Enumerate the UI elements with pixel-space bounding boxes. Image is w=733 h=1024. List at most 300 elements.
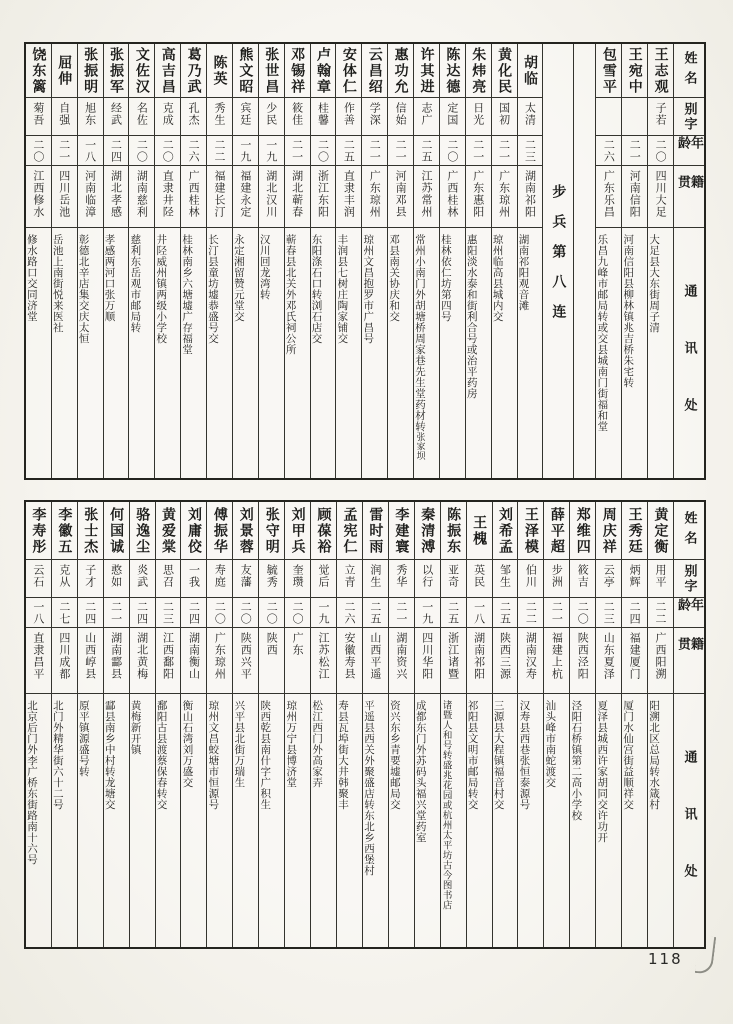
header-address-label: 通讯处 <box>681 284 697 455</box>
person-column <box>335 44 361 478</box>
person-address: 祁阳县文明市邮局转交 <box>466 700 479 810</box>
person-courtesy-name: 少民 <box>264 102 278 126</box>
person-name: 张振明 <box>82 46 99 95</box>
header-cell-name <box>674 44 704 98</box>
person-address: 邓县南关协庆和交 <box>388 234 401 322</box>
person-courtesy-cell <box>622 560 647 598</box>
person-address: 琼州万宁县博济堂 <box>285 700 298 788</box>
person-origin: 江苏常州 <box>419 170 433 218</box>
header-age-label: 年龄 <box>675 598 703 613</box>
person-age: 一九 <box>317 600 331 625</box>
person-name: 胡临 <box>521 54 538 87</box>
person-address: 湖南祁阳观音滩 <box>517 234 530 311</box>
person-courtesy-name: 菊吾 <box>31 102 45 126</box>
person-address-note: 杭州太平坊古今图书店 <box>440 810 452 910</box>
person-name-cell <box>207 502 232 560</box>
person-name: 黄爱棠 <box>160 506 177 555</box>
person-origin: 山东夏泽 <box>602 632 616 680</box>
person-address: 岳池上南街悦来医社 <box>51 234 64 333</box>
header-cell-name <box>674 502 704 560</box>
person-column <box>77 502 103 947</box>
person-column <box>51 44 77 478</box>
person-name-cell <box>78 502 103 560</box>
person-origin-cell <box>441 628 466 694</box>
person-age-cell <box>596 136 621 166</box>
person-age: 二五 <box>419 138 433 163</box>
person-origin: 四川成都 <box>57 632 71 680</box>
person-name: 薛平超 <box>548 506 565 555</box>
person-column <box>569 502 595 947</box>
person-name-cell <box>285 502 310 560</box>
person-courtesy-name: 太清 <box>523 102 537 126</box>
person-name-cell <box>207 44 232 98</box>
person-courtesy-cell <box>26 98 51 136</box>
person-name-cell <box>388 44 413 98</box>
person-address-cell <box>570 694 595 947</box>
header-cell-age <box>674 136 704 166</box>
person-age-cell <box>622 136 647 166</box>
person-origin-cell <box>363 628 388 694</box>
person-courtesy-cell <box>596 560 621 598</box>
person-courtesy-cell <box>285 560 310 598</box>
person-courtesy-name: 友藩 <box>239 564 253 588</box>
person-age-cell <box>156 598 181 628</box>
person-courtesy-cell <box>414 98 439 136</box>
person-courtesy-name: 宾廷 <box>238 102 252 126</box>
person-column <box>258 502 284 947</box>
person-courtesy-name: 云石 <box>31 564 45 588</box>
person-courtesy-name: 英民 <box>472 564 486 588</box>
person-address: 蕲春县北关外邓氏祠公所 <box>284 234 297 355</box>
person-name-cell <box>130 502 155 560</box>
person-origin-cell <box>337 628 362 694</box>
person-column <box>439 44 465 478</box>
person-courtesy-name: 经武 <box>109 102 123 126</box>
person-address: 桂林南乡六塘墟广存福堂 <box>181 234 194 355</box>
person-address-cell <box>337 694 362 947</box>
person-age: 二四 <box>109 138 123 163</box>
person-courtesy-cell <box>129 98 154 136</box>
person-age: 二七 <box>57 600 71 625</box>
person-age-cell <box>233 598 258 628</box>
person-origin-cell <box>207 628 232 694</box>
person-age-cell <box>311 136 336 166</box>
person-age-cell <box>388 136 413 166</box>
person-address-cell <box>492 228 517 478</box>
person-address-cell <box>389 694 414 947</box>
person-column <box>647 44 673 478</box>
person-courtesy-cell <box>440 98 465 136</box>
person-address-cell <box>181 228 206 478</box>
person-name: 周庆祥 <box>600 506 617 555</box>
person-courtesy-cell <box>622 98 647 136</box>
person-courtesy-cell <box>26 560 51 598</box>
person-courtesy-cell <box>78 98 103 136</box>
person-origin-cell <box>285 166 310 228</box>
person-age-cell <box>259 598 284 628</box>
person-address: 诸暨人和号转盛兆花园或 <box>440 700 452 810</box>
person-courtesy-name: 国初 <box>497 102 511 126</box>
person-name: 惠功允 <box>392 46 409 95</box>
person-address: 成都东门外苏码头福兴堂药室 <box>414 700 427 843</box>
person-origin: 湖北汉川 <box>264 170 278 218</box>
person-age-cell <box>26 598 51 628</box>
person-courtesy-name: 定国 <box>445 102 459 126</box>
person-name-cell <box>441 502 466 560</box>
person-courtesy-cell <box>466 98 491 136</box>
person-column <box>621 502 647 947</box>
person-address: 永定湘留赞元堂交 <box>232 234 245 322</box>
person-origin: 广东琼州 <box>213 632 227 680</box>
person-address: 北门外精华街六十二号 <box>51 700 64 810</box>
person-age: 一九 <box>420 600 434 625</box>
person-name: 饶东篱 <box>30 46 47 95</box>
person-origin-cell <box>26 166 51 228</box>
person-origin-cell <box>155 166 180 228</box>
person-name: 顾葆裕 <box>315 506 332 555</box>
person-origin-cell <box>622 166 647 228</box>
person-address: 鄱阳古县渡蔡保春转交 <box>155 700 168 810</box>
person-origin: 四川岳池 <box>57 170 71 218</box>
person-name-cell <box>311 502 336 560</box>
person-name-cell <box>415 502 440 560</box>
person-name: 黄化民 <box>496 46 513 95</box>
person-column <box>180 502 206 947</box>
person-name: 包雪平 <box>600 46 617 95</box>
person-age: 二五 <box>446 600 460 625</box>
person-column <box>232 502 258 947</box>
person-name-cell <box>622 44 647 98</box>
person-address: 原平镇源盛号转 <box>77 700 90 777</box>
person-origin-cell <box>415 628 440 694</box>
person-courtesy-cell <box>518 560 543 598</box>
person-origin: 安徽寿县 <box>342 632 356 680</box>
person-origin-cell <box>78 166 103 228</box>
person-age: 二〇 <box>161 138 175 163</box>
person-courtesy-cell <box>207 560 232 598</box>
person-address-cell <box>155 228 180 478</box>
person-column <box>26 44 51 478</box>
person-courtesy-cell <box>259 560 284 598</box>
person-address: 酃县南乡中村转龙塘交 <box>103 700 116 810</box>
person-courtesy-cell <box>233 560 258 598</box>
person-address: 河南信阳县柳林镇兆吉桥朱宅转 <box>622 234 635 388</box>
person-name: 雷时雨 <box>367 506 384 555</box>
person-column <box>517 502 543 947</box>
person-age-cell <box>441 598 466 628</box>
person-address: 平遥县西关外聚盛店转东北乡西堡村 <box>362 700 375 876</box>
person-origin: 广西桂林 <box>445 170 459 218</box>
person-courtesy-cell <box>181 560 206 598</box>
person-name: 刘希孟 <box>497 506 513 555</box>
person-address-cell <box>130 694 155 947</box>
person-address-cell <box>26 228 51 478</box>
person-address: 阳溯北区总局转水箴村 <box>648 700 661 810</box>
person-address-cell <box>388 228 413 478</box>
person-courtesy-cell <box>362 98 387 136</box>
person-age-cell <box>259 136 284 166</box>
person-address-cell <box>518 228 543 478</box>
header-cell-address <box>674 694 704 947</box>
person-column <box>206 44 232 478</box>
person-name-cell <box>104 44 129 98</box>
person-name: 郑维四 <box>574 506 591 555</box>
person-courtesy-cell <box>492 98 517 136</box>
person-column <box>77 44 103 478</box>
person-name-cell <box>596 44 621 98</box>
person-age: 二六 <box>342 600 356 625</box>
person-column <box>466 502 492 947</box>
person-age-cell <box>207 598 232 628</box>
person-address: 三源县大程镇福音村交 <box>492 700 505 810</box>
person-name: 张振军 <box>107 46 124 95</box>
person-age-cell <box>233 136 258 166</box>
person-origin-cell <box>518 166 543 228</box>
person-age: 二〇 <box>135 138 149 163</box>
person-name: 李建寰 <box>393 506 410 555</box>
person-courtesy-name: 名佐 <box>135 102 149 126</box>
person-age: 二〇 <box>239 600 253 625</box>
person-address-cell <box>104 228 129 478</box>
person-name-cell <box>181 44 206 98</box>
person-age-cell <box>52 598 77 628</box>
person-age-cell <box>26 136 51 166</box>
person-courtesy-name: 子才 <box>83 564 97 588</box>
header-cell-courtesy <box>674 98 704 136</box>
person-address-cell <box>493 694 518 947</box>
person-name-cell <box>466 44 491 98</box>
person-age: 二〇 <box>31 138 45 163</box>
person-origin-cell <box>493 628 518 694</box>
person-name-cell <box>440 44 465 98</box>
person-address: 汉川回龙湾转 <box>258 234 271 300</box>
person-origin-cell <box>362 166 387 228</box>
person-name: 傅振华 <box>211 506 228 555</box>
person-name-cell <box>648 44 673 98</box>
person-age-cell <box>52 136 77 166</box>
person-address-cell <box>336 228 361 478</box>
person-age: 二一 <box>394 600 408 625</box>
person-courtesy-cell <box>493 560 518 598</box>
person-courtesy-name: 觉后 <box>317 564 331 588</box>
person-age: 二一 <box>471 138 485 163</box>
person-address-cell <box>441 694 466 947</box>
person-address: 慈利东岳观市邮局转 <box>129 234 142 333</box>
person-address: 琼州文昌抱罗市广昌号 <box>362 234 375 344</box>
person-address: 孝感两河口张万顺 <box>103 234 116 322</box>
person-courtesy-cell <box>570 560 595 598</box>
person-origin: 湖北蕲春 <box>290 170 304 218</box>
person-name-cell <box>156 502 181 560</box>
person-age-cell <box>544 598 569 628</box>
person-address-cell <box>414 228 439 478</box>
person-origin: 直隶昌平 <box>31 632 45 680</box>
person-origin: 湖南祁阳 <box>523 170 537 218</box>
person-origin: 直隶丰润 <box>342 170 356 218</box>
person-age: 二一 <box>394 138 408 163</box>
person-courtesy-cell <box>336 98 361 136</box>
person-origin-cell <box>648 628 673 694</box>
person-address-cell <box>622 228 647 478</box>
person-age: 二四 <box>628 600 642 625</box>
person-name-cell <box>233 502 258 560</box>
person-age-cell <box>467 598 492 628</box>
person-name-cell <box>467 502 492 560</box>
person-courtesy-cell <box>648 560 673 598</box>
section-label: 步兵第八连 <box>550 184 567 334</box>
person-name-cell <box>570 502 595 560</box>
person-age-cell <box>207 136 232 166</box>
person-name: 孟宪仁 <box>341 506 358 555</box>
person-courtesy-cell <box>363 560 388 598</box>
person-age: 二一 <box>628 138 642 163</box>
person-column <box>414 502 440 947</box>
person-courtesy-cell <box>156 560 181 598</box>
person-name-cell <box>52 502 77 560</box>
person-origin-cell <box>648 166 673 228</box>
person-address-cell <box>207 694 232 947</box>
person-column <box>517 44 543 478</box>
person-address: 衡山石湾刘万盛交 <box>181 700 194 788</box>
person-age-cell <box>104 598 129 628</box>
person-address-cell <box>622 694 647 947</box>
person-address-cell <box>285 228 310 478</box>
person-name: 葛乃武 <box>185 46 202 95</box>
person-origin-cell <box>181 166 206 228</box>
person-address: 北京后门外李广桥东街路南十六号 <box>25 700 38 865</box>
header-cell-courtesy <box>674 560 704 598</box>
person-name: 刘庸佼 <box>185 506 202 555</box>
person-address-cell <box>518 694 543 947</box>
person-column <box>336 502 362 947</box>
person-address: 汉寿县西巷张恒泰源号 <box>518 700 531 810</box>
header-age-label: 年龄 <box>675 136 703 151</box>
person-column <box>284 502 310 947</box>
person-name-cell <box>492 44 517 98</box>
person-age: 一九 <box>238 138 252 163</box>
person-courtesy-name: 志广 <box>419 102 433 126</box>
person-origin-cell <box>440 166 465 228</box>
person-origin-cell <box>544 628 569 694</box>
person-courtesy-name: 秀生 <box>212 102 226 126</box>
person-courtesy-cell <box>259 98 284 136</box>
person-origin: 福建长汀 <box>212 170 226 218</box>
person-courtesy-cell <box>467 560 492 598</box>
person-name-cell <box>362 44 387 98</box>
person-address: 汕头峰市南蛇渡交 <box>544 700 557 788</box>
person-courtesy-name: 子若 <box>654 102 668 126</box>
person-courtesy-name: 秀华 <box>394 564 408 588</box>
person-name: 王泽模 <box>522 506 539 555</box>
person-age-cell <box>648 136 673 166</box>
person-name-cell <box>233 44 258 98</box>
person-name-cell <box>181 502 206 560</box>
roster-table-top <box>24 42 706 480</box>
person-column <box>128 44 154 478</box>
person-courtesy-name: 筱佳 <box>290 102 304 126</box>
person-courtesy-cell <box>648 98 673 136</box>
person-name-cell <box>26 502 51 560</box>
person-courtesy-cell <box>311 98 336 136</box>
person-courtesy-name: 亚奇 <box>446 564 460 588</box>
person-name-cell <box>337 502 362 560</box>
person-name: 王槐 <box>471 514 488 547</box>
person-courtesy-name: 作善 <box>342 102 356 126</box>
person-age-cell <box>493 598 518 628</box>
person-origin-cell <box>311 166 336 228</box>
person-name: 安体仁 <box>340 46 357 95</box>
person-courtesy-name: 伯川 <box>524 564 538 588</box>
person-age-cell <box>622 598 647 628</box>
person-courtesy-cell <box>337 560 362 598</box>
person-age: 二一 <box>368 138 382 163</box>
person-origin: 广西阳溯 <box>654 632 668 680</box>
person-courtesy-cell <box>78 560 103 598</box>
person-courtesy-cell <box>104 98 129 136</box>
person-address-cell <box>311 228 336 478</box>
person-courtesy-name: 信始 <box>394 102 408 126</box>
person-name: 何国诚 <box>108 506 125 555</box>
person-courtesy-name: 润生 <box>368 564 382 588</box>
person-courtesy-name: 步洲 <box>550 564 564 588</box>
person-address: 乐昌九峰市邮局转或交县城南门街福和堂 <box>596 234 609 432</box>
person-age: 一九 <box>264 138 278 163</box>
person-age-cell <box>285 598 310 628</box>
person-name-cell <box>285 44 310 98</box>
person-origin: 江西修水 <box>31 170 45 218</box>
header-address-label: 通讯处 <box>681 750 697 921</box>
person-column <box>595 502 621 947</box>
person-address-cell <box>285 694 310 947</box>
person-origin-cell <box>78 628 103 694</box>
person-courtesy-cell <box>388 98 413 136</box>
person-age-cell <box>440 136 465 166</box>
person-origin: 湖南资兴 <box>394 632 408 680</box>
person-courtesy-cell <box>311 560 336 598</box>
person-origin: 山西崞县 <box>83 632 97 680</box>
person-age: 二〇 <box>445 138 459 163</box>
person-origin-cell <box>104 628 129 694</box>
person-age: 二六 <box>187 138 201 163</box>
person-column <box>492 502 518 947</box>
person-address: 陕西乾县南什字广积生 <box>259 700 272 810</box>
person-age: 二六 <box>602 138 616 163</box>
person-age: 二五 <box>368 600 382 625</box>
person-origin: 直隶井陉 <box>161 170 175 218</box>
header-column-bottom <box>673 502 704 947</box>
person-address: 琼州临高县城内交 <box>491 234 504 322</box>
person-courtesy-name: 寿庭 <box>213 564 227 588</box>
person-name-cell <box>26 44 51 98</box>
person-courtesy-name: 日光 <box>471 102 485 126</box>
person-age-cell <box>181 598 206 628</box>
person-address-cell <box>259 694 284 947</box>
person-age: 二〇 <box>316 138 330 163</box>
person-age: 二五 <box>498 600 512 625</box>
person-age-cell <box>415 598 440 628</box>
person-origin: 广东惠阳 <box>471 170 485 218</box>
header-courtesy-label: 别字 <box>681 564 697 594</box>
person-name: 许其进 <box>418 46 435 95</box>
person-name-cell <box>518 44 543 98</box>
header-cell-address <box>674 228 704 478</box>
person-origin: 陕西 <box>265 632 279 656</box>
person-address-cell <box>648 694 673 947</box>
person-name: 陈振东 <box>445 506 462 555</box>
person-address: 修水路口交同济堂 <box>25 234 38 322</box>
person-origin-cell <box>596 166 621 228</box>
person-age-cell <box>362 136 387 166</box>
